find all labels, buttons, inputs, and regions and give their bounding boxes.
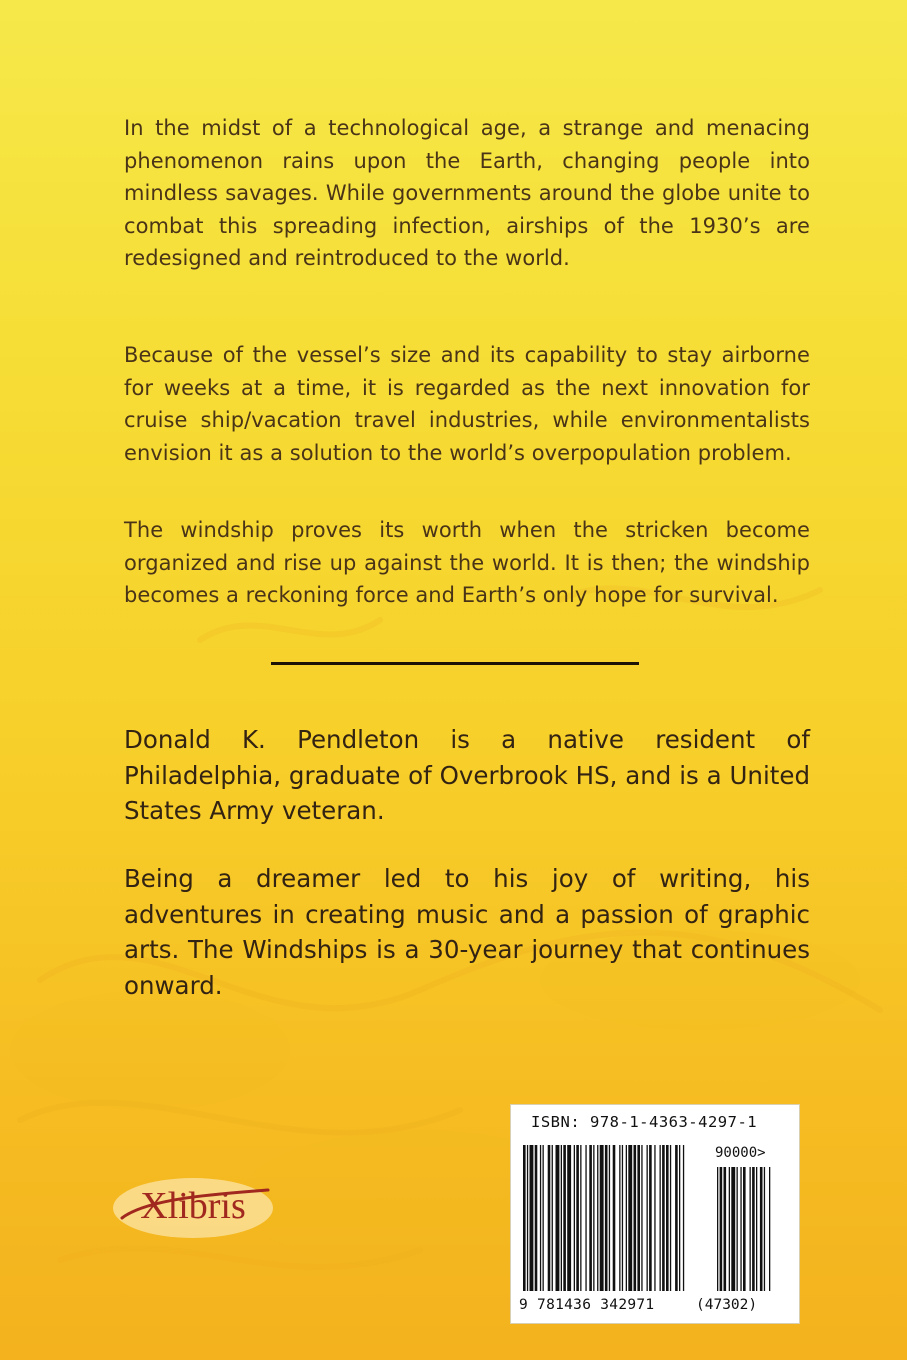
barcode-bar (552, 1145, 553, 1291)
barcode-bar (679, 1145, 680, 1291)
barcode-bar (637, 1145, 640, 1291)
barcode-bar (641, 1145, 642, 1291)
barcode-addon-bar (764, 1167, 765, 1291)
barcode-bar (626, 1145, 627, 1291)
barcode-bar (670, 1145, 671, 1291)
barcode-bar (609, 1145, 610, 1291)
barcode-bar (662, 1145, 665, 1291)
barcode-bar (563, 1145, 566, 1291)
barcode-bar (530, 1145, 534, 1291)
barcode-addon-bar (760, 1167, 763, 1291)
barcode-bar (654, 1145, 655, 1291)
barcode-bar (548, 1145, 551, 1291)
barcode-bar (683, 1145, 684, 1291)
xlibris-logo (108, 1168, 278, 1248)
barcode-ean-digits: 9 781436 342971 (519, 1297, 655, 1313)
barcode-addon-bar (743, 1167, 746, 1291)
author-bio-paragraph-2: Being a dreamer led to his joy of writing, his adventures in creating music and a passion of graphic arts. The Windships is a 30-year journey that continues onward. (124, 864, 810, 1000)
barcode-bar (605, 1145, 608, 1291)
barcode-bar (634, 1145, 637, 1291)
blurb-paragraph-3: The windship proves its worth when the stricken become organized and rise up against the world. It is then; the windship becomes a reckoning force and Earth’s only hope for survival. (124, 518, 810, 607)
barcode-bar (567, 1145, 571, 1291)
barcode-bar (523, 1145, 526, 1291)
barcode-addon-bar (717, 1167, 718, 1291)
barcode-bar (649, 1145, 652, 1291)
barcode-addon-price: 90000> (715, 1145, 766, 1161)
barcode-bar (580, 1145, 581, 1291)
barcode-addon-bar (737, 1167, 738, 1291)
barcode-bar (543, 1145, 544, 1291)
barcode-bar (597, 1145, 598, 1291)
section-divider (271, 662, 639, 665)
blurb-paragraph-2: Because of the vessel’s size and its capability to stay airborne for weeks at a time, it is regarded as the next innovation for cruise ship/vacation travel industries, while environmentalists envision it as a solution to the world’s overpopulation problem. (124, 343, 810, 465)
barcode-addon-bar (756, 1167, 757, 1291)
barcode-addon-code: (47302) (696, 1297, 758, 1313)
svg-text:Xlibris: Xlibris (140, 1185, 246, 1227)
barcode-bars (519, 1145, 791, 1295)
barcode-addon-bar (769, 1167, 770, 1291)
barcode-bar (600, 1145, 604, 1291)
isbn-barcode (510, 1104, 800, 1324)
barcode-addon-bar (729, 1167, 730, 1291)
barcode-addon-bar (731, 1167, 735, 1291)
barcode-bar (527, 1145, 528, 1291)
isbn-label: ISBN: 978-1-4363-4297-1 (531, 1113, 758, 1131)
barcode-bar (613, 1145, 616, 1291)
barcode-bar (589, 1145, 592, 1291)
barcode-bar (535, 1145, 538, 1291)
barcode-addon-bar (750, 1167, 751, 1291)
barcode-bar (666, 1145, 669, 1291)
barcode-bar (574, 1145, 575, 1291)
barcode-addon-bar (720, 1167, 723, 1291)
barcode-bar (660, 1145, 661, 1291)
barcode-bar (622, 1145, 623, 1291)
barcode-bar (561, 1145, 562, 1291)
barcode-addon-bar (724, 1167, 727, 1291)
barcode-bar (628, 1145, 632, 1291)
barcode-bar (619, 1145, 620, 1291)
barcode-bar (675, 1145, 678, 1291)
barcode-bar (593, 1145, 594, 1291)
author-bio-paragraph-1: Donald K. Pendleton is a native resident of Philadelphia, graduate of Overbrook HS, and is a United States Army veteran. (124, 725, 810, 825)
barcode-addon-bar (752, 1167, 755, 1291)
barcode-bar (556, 1145, 560, 1291)
barcode-bar (576, 1145, 579, 1291)
barcode-bar (540, 1145, 541, 1291)
barcode-addon-bar (740, 1167, 741, 1291)
barcode-bar (647, 1145, 648, 1291)
blurb-paragraph-1: In the midst of a technological age, a strange and menacing phenomenon rains upon the Earth, changing people into mindless savages. While governments around the globe unite to combat this spreading infection, airships of the 1930’s are redesigned and reintroduced to the world. (124, 116, 810, 270)
barcode-bar (585, 1145, 586, 1291)
